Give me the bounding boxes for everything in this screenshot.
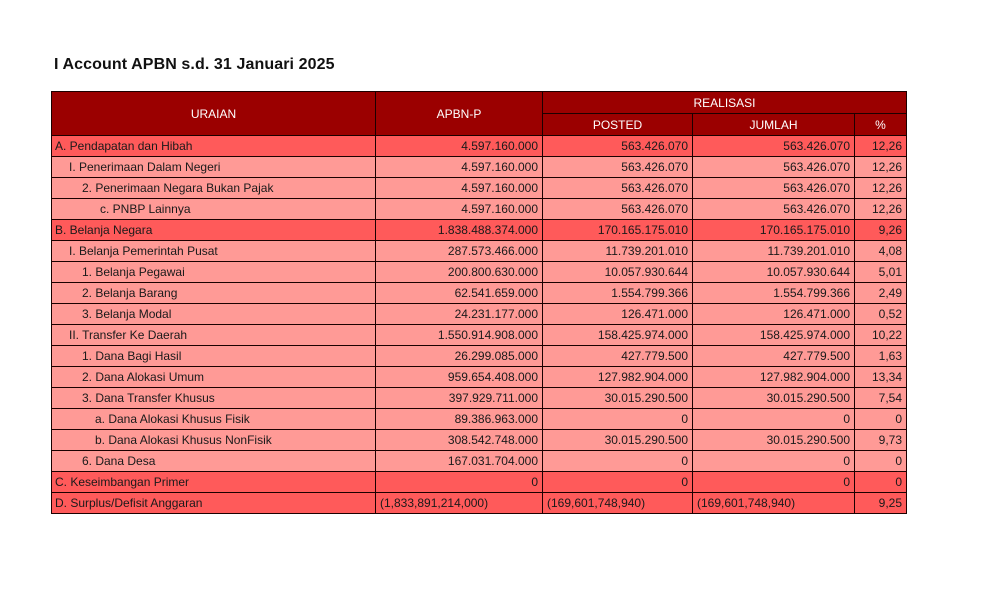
table-row (52, 283, 907, 304)
row-label: 2. Belanja Barang (52, 283, 376, 304)
cell-percent: 10,22 (855, 325, 907, 346)
cell-apbnp: 1.838.488.374.000 (376, 220, 543, 241)
cell-posted: 563.426.070 (543, 136, 693, 157)
cell-jumlah: 427.779.500 (693, 346, 855, 367)
cell-posted: 11.739.201.010 (543, 241, 693, 262)
cell-percent: 0 (855, 451, 907, 472)
cell-jumlah: 563.426.070 (693, 199, 855, 220)
cell-percent: 12,26 (855, 136, 907, 157)
cell-posted: 1.554.799.366 (543, 283, 693, 304)
row-label: 6. Dana Desa (52, 451, 376, 472)
row-label: C. Keseimbangan Primer (52, 472, 376, 493)
table-row (52, 241, 907, 262)
cell-apbnp: 0 (376, 472, 543, 493)
col-header-realisasi: REALISASI (543, 92, 907, 114)
cell-jumlah: 170.165.175.010 (693, 220, 855, 241)
table-row (52, 388, 907, 409)
cell-jumlah: 0 (693, 472, 855, 493)
row-label: 2. Penerimaan Negara Bukan Pajak (52, 178, 376, 199)
cell-jumlah: 127.982.904.000 (693, 367, 855, 388)
cell-apbnp: 1.550.914.908.000 (376, 325, 543, 346)
cell-posted: 0 (543, 451, 693, 472)
cell-percent: 7,54 (855, 388, 907, 409)
cell-apbnp: 167.031.704.000 (376, 451, 543, 472)
cell-jumlah: 30.015.290.500 (693, 430, 855, 451)
cell-jumlah: 563.426.070 (693, 178, 855, 199)
table-header (52, 92, 907, 136)
cell-apbnp: 287.573.466.000 (376, 241, 543, 262)
cell-posted: (169,601,748,940) (543, 493, 693, 514)
cell-jumlah: 0 (693, 409, 855, 430)
cell-apbnp: 4.597.160.000 (376, 157, 543, 178)
cell-posted: 0 (543, 409, 693, 430)
table-row (52, 325, 907, 346)
cell-posted: 127.982.904.000 (543, 367, 693, 388)
row-label: 1. Belanja Pegawai (52, 262, 376, 283)
cell-percent: 9,73 (855, 430, 907, 451)
cell-posted: 427.779.500 (543, 346, 693, 367)
report-title: I Account APBN s.d. 31 Januari 2025 (54, 56, 335, 73)
col-header-percent: % (855, 114, 907, 136)
cell-percent: 12,26 (855, 199, 907, 220)
cell-posted: 0 (543, 472, 693, 493)
cell-apbnp: 26.299.085.000 (376, 346, 543, 367)
row-label: 1. Dana Bagi Hasil (52, 346, 376, 367)
table-row (52, 157, 907, 178)
col-header-jumlah: JUMLAH (693, 114, 855, 136)
cell-percent: 9,26 (855, 220, 907, 241)
cell-posted: 30.015.290.500 (543, 430, 693, 451)
row-label: I. Penerimaan Dalam Negeri (52, 157, 376, 178)
table-row (52, 304, 907, 325)
cell-jumlah: (169,601,748,940) (693, 493, 855, 514)
table-row (52, 346, 907, 367)
row-label: 3. Belanja Modal (52, 304, 376, 325)
cell-posted: 126.471.000 (543, 304, 693, 325)
cell-posted: 563.426.070 (543, 178, 693, 199)
cell-percent: 2,49 (855, 283, 907, 304)
cell-percent: 0,52 (855, 304, 907, 325)
row-label: a. Dana Alokasi Khusus Fisik (52, 409, 376, 430)
cell-percent: 9,25 (855, 493, 907, 514)
cell-posted: 563.426.070 (543, 199, 693, 220)
table-row (52, 367, 907, 388)
cell-posted: 158.425.974.000 (543, 325, 693, 346)
cell-apbnp: 308.542.748.000 (376, 430, 543, 451)
table-row (52, 472, 907, 493)
table-row (52, 409, 907, 430)
cell-percent: 0 (855, 409, 907, 430)
row-label: II. Transfer Ke Daerah (52, 325, 376, 346)
cell-apbnp: 89.386.963.000 (376, 409, 543, 430)
cell-percent: 0 (855, 472, 907, 493)
cell-posted: 30.015.290.500 (543, 388, 693, 409)
row-label: B. Belanja Negara (52, 220, 376, 241)
table-row (52, 136, 907, 157)
row-label: I. Belanja Pemerintah Pusat (52, 241, 376, 262)
col-header-uraian: URAIAN (52, 92, 376, 136)
cell-percent: 12,26 (855, 178, 907, 199)
cell-apbnp: 959.654.408.000 (376, 367, 543, 388)
table-row (52, 493, 907, 514)
row-label: 2. Dana Alokasi Umum (52, 367, 376, 388)
cell-jumlah: 563.426.070 (693, 157, 855, 178)
cell-jumlah: 158.425.974.000 (693, 325, 855, 346)
col-header-posted: POSTED (543, 114, 693, 136)
cell-percent: 13,34 (855, 367, 907, 388)
row-label: c. PNBP Lainnya (52, 199, 376, 220)
cell-apbnp: 4.597.160.000 (376, 178, 543, 199)
cell-apbnp: (1,833,891,214,000) (376, 493, 543, 514)
table-row (52, 199, 907, 220)
cell-posted: 170.165.175.010 (543, 220, 693, 241)
apbn-table (51, 91, 907, 514)
row-label: 3. Dana Transfer Khusus (52, 388, 376, 409)
cell-apbnp: 397.929.711.000 (376, 388, 543, 409)
cell-apbnp: 62.541.659.000 (376, 283, 543, 304)
cell-percent: 5,01 (855, 262, 907, 283)
cell-jumlah: 126.471.000 (693, 304, 855, 325)
cell-jumlah: 10.057.930.644 (693, 262, 855, 283)
row-label: b. Dana Alokasi Khusus NonFisik (52, 430, 376, 451)
cell-percent: 12,26 (855, 157, 907, 178)
cell-apbnp: 4.597.160.000 (376, 136, 543, 157)
row-label: D. Surplus/Defisit Anggaran (52, 493, 376, 514)
table-row (52, 220, 907, 241)
row-label: A. Pendapatan dan Hibah (52, 136, 376, 157)
table-row (52, 178, 907, 199)
table-row (52, 451, 907, 472)
cell-jumlah: 1.554.799.366 (693, 283, 855, 304)
cell-apbnp: 200.800.630.000 (376, 262, 543, 283)
table-row (52, 430, 907, 451)
cell-percent: 4,08 (855, 241, 907, 262)
cell-jumlah: 0 (693, 451, 855, 472)
col-header-apbnp: APBN-P (376, 92, 543, 136)
cell-posted: 563.426.070 (543, 157, 693, 178)
cell-apbnp: 4.597.160.000 (376, 199, 543, 220)
table-row (52, 262, 907, 283)
cell-percent: 1,63 (855, 346, 907, 367)
cell-apbnp: 24.231.177.000 (376, 304, 543, 325)
cell-posted: 10.057.930.644 (543, 262, 693, 283)
cell-jumlah: 563.426.070 (693, 136, 855, 157)
cell-jumlah: 11.739.201.010 (693, 241, 855, 262)
cell-jumlah: 30.015.290.500 (693, 388, 855, 409)
table-body (52, 136, 907, 514)
